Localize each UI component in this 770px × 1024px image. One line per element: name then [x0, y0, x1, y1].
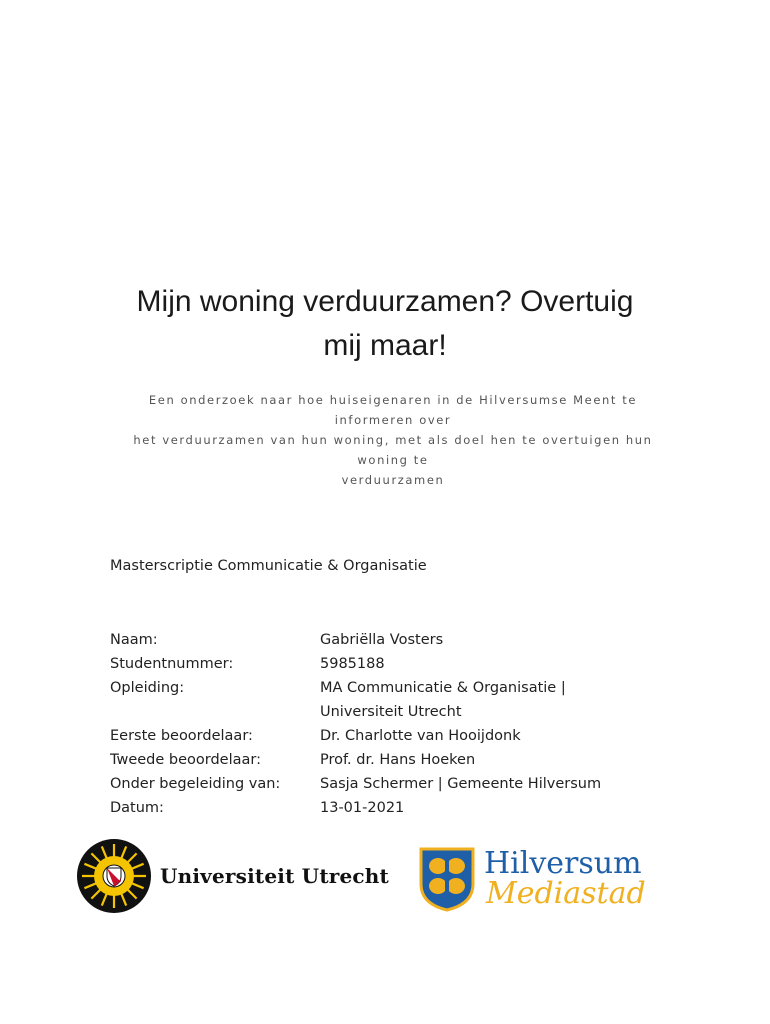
info-row-begeleiding [110, 772, 710, 796]
eerste-beoordelaar-value: Dr. Charlotte van Hooijdonk [320, 728, 521, 744]
eerste-beoordelaar-label: Eerste beoordelaar: [110, 728, 253, 744]
opleiding-label: Opleiding: [110, 680, 185, 696]
info-row-naam [110, 628, 710, 652]
subtitle-line-2: het verduurzamen van hun woning, met als doel hen te overtuigen hun woning te [133, 433, 653, 467]
studentnummer-label: Studentnummer: [110, 656, 234, 672]
uu-logo [76, 838, 389, 914]
hilversum-logo-line-2: Mediastad [486, 876, 646, 911]
tweede-beoordelaar-label: Tweede beoordelaar: [110, 752, 261, 768]
uu-seal-icon [76, 838, 152, 914]
info-row-tweede-beoordelaar [110, 748, 710, 772]
opleiding-value-line-1: MA Communicatie & Organisatie | [320, 680, 566, 696]
naam-label: Naam: [110, 632, 158, 648]
title-line-1: Mijn woning verduurzamen? Overtuig [136, 285, 634, 318]
hilversum-logo-text [484, 846, 646, 911]
naam-value: Gabriëlla Vosters [320, 632, 444, 648]
opleiding-value [320, 676, 710, 724]
begeleiding-label: Onder begeleiding van: [110, 776, 281, 792]
studentnummer-value: 5985188 [320, 656, 385, 672]
datum-label: Datum: [110, 800, 164, 816]
subtitle-line-3: verduurzamen [341, 473, 445, 487]
hilversum-logo-line-1: Hilversum [484, 846, 642, 881]
opleiding-value-line-2: Universiteit Utrecht [320, 704, 462, 720]
document-title [60, 280, 710, 368]
begeleiding-value: Sasja Schermer | Gemeente Hilversum [320, 776, 602, 792]
hilversum-shield-icon [418, 846, 476, 912]
datum-value: 13-01-2021 [320, 800, 405, 816]
info-row-opleiding [110, 676, 710, 724]
thesis-type: Masterscriptie Communicatie & Organisatie [110, 558, 427, 574]
info-row-datum [110, 796, 710, 820]
title-line-2: mij maar! [323, 329, 447, 362]
document-subtitle [108, 390, 678, 490]
subtitle-line-1: Een onderzoek naar hoe huiseigenaren in de Hilversumse Meent te informeren over [148, 393, 638, 427]
tweede-beoordelaar-value: Prof. dr. Hans Hoeken [320, 752, 476, 768]
info-row-eerste-beoordelaar [110, 724, 710, 748]
author-info [110, 628, 710, 820]
hilversum-logo [418, 846, 646, 912]
info-row-studentnummer [110, 652, 710, 676]
uu-logo-text: Universiteit Utrecht [160, 864, 389, 888]
